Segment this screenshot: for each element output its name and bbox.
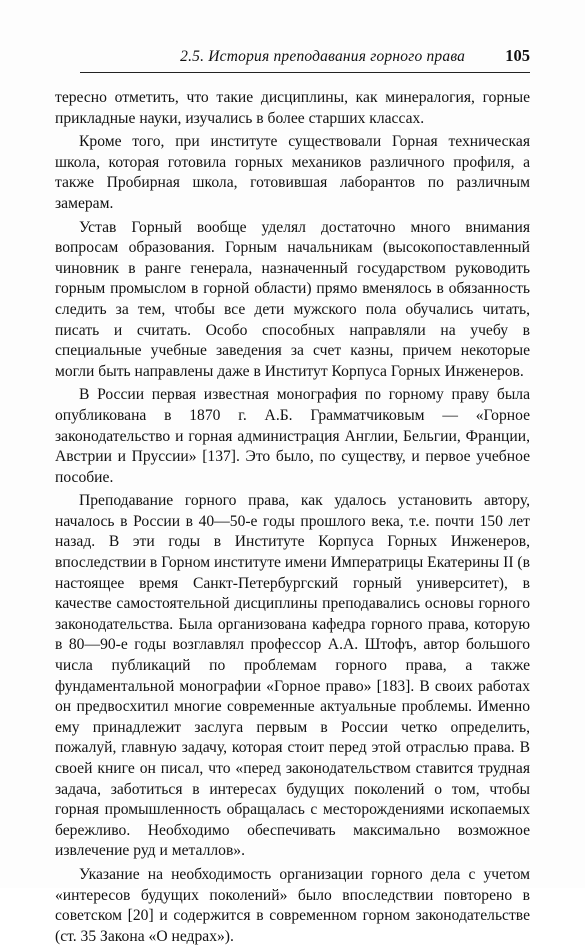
- running-header: [80, 40, 530, 73]
- paragraph-3: Устав Горный вообще уделял достаточно много внимания вопросам образования. Горным начальникам (высокопоставленный чиновник в ранге генерала, назначенный государством руководить горным промыслом в горной области) прямо вменялось в обязанность следить за тем, чтобы все дети мужского пола обучались читать, писать и считать. Особо способных направляли на учебу в специальные учебные заведения за счет казны, причем некоторые могли быть направлены даже в Институт Корпуса Горных Инженеров.: [55, 218, 530, 380]
- paragraph-6: Указание на необходимость организации горного дела с учетом «интересов будущих поколений» было впоследствии повторено в советском [20] и содержится в современном горном законодательстве (ст. 35 Закона «О недрах»).: [55, 865, 530, 945]
- body-text: [55, 88, 530, 950]
- paragraph-5: Преподавание горного права, как удалось установить автору, началось в России в 40—50-е годы прошлого века, т.е. почти 150 лет назад. В эти годы в Институте Корпуса Горных Инженеров, впоследствии в Горном институте имени Императрицы Екатерины II (в настоящее время Санкт-Петербургский горный университет), в качестве самостоятельной дисциплины преподавались основы горного законодательства. Была организована кафедра горного права, которую в 80—90-е годы возглавлял профессор А.А. Штофъ, автор большого числа публикаций по проблемам горного права, а также фундаментальной монографии «Горное право» [183]. В своих работах он предвосхитил многие современные актуальные проблемы. Именно ему принадлежит заслуга первым в России четко определить, пожалуй, главную задачу, которая стоит перед этой отраслью права. В своей книге он писал, что «перед законодательством ставится трудная задача, заботиться в интересах будущих поколений о том, чтобы горная промышленность обращалась с месторождениями ископаемых бережливо. Необходимо обеспечивать максимально возможное извлечение руд и металлов».: [55, 492, 530, 860]
- section-title: 2.5. История преподавания горного права: [180, 48, 466, 65]
- page-number: 105: [505, 46, 530, 65]
- paragraph-2: Кроме того, при институте существовали Горная техническая школа, которая готовила горных механиков различного профиля, а также Пробирная школа, готовившая лаборантов по различным замерам.: [55, 133, 530, 212]
- paragraph-4: В России первая известная монография по горному праву была опубликована в 1870 г. А.Б. Грамматчиковым — «Горное законодательство и горная администрация Англии, Бельгии, Франции, Австрии и Пруссии» [137]. Это было, по существу, и первое учебное пособие.: [55, 386, 530, 486]
- paragraph-1: тересно отметить, что такие дисциплины, как минералогия, горные прикладные науки, изучались в более старших классах.: [55, 89, 530, 127]
